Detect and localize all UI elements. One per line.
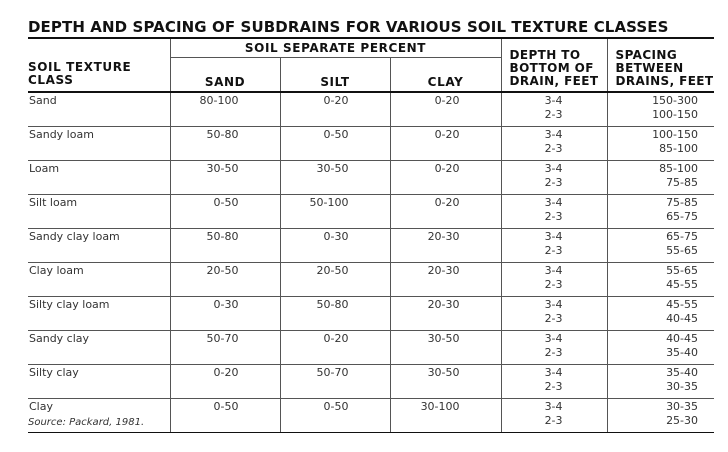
spacing-cell-value: 100-150 xyxy=(652,108,699,121)
spacing-cell-value: 45-55 xyxy=(666,298,699,311)
header-soil-separate-percent: SOIL SEPARATE PERCENT xyxy=(170,38,501,58)
spacing-cell xyxy=(607,229,714,263)
spacing-cell-value: 85-100 xyxy=(659,142,699,155)
depth-cell xyxy=(501,399,607,433)
table-row xyxy=(28,195,714,229)
table-row xyxy=(28,229,714,263)
spacing-cell xyxy=(607,263,714,297)
spacing-cell-value: 75-85 xyxy=(666,196,699,209)
depth-cell-value: 2-3 xyxy=(544,142,563,155)
spacing-cell-value: 45-55 xyxy=(666,278,699,291)
depth-cell xyxy=(501,92,607,127)
soil-class-cell: Sandy clay xyxy=(28,331,170,365)
sand-cell: 50-70 xyxy=(170,331,280,365)
clay-cell: 20-30 xyxy=(390,229,501,263)
clay-cell: 20-30 xyxy=(390,297,501,331)
table-row xyxy=(28,365,714,399)
depth-cell-value: 3-4 xyxy=(544,366,563,379)
table-row xyxy=(28,331,714,365)
header-sand: SAND xyxy=(170,58,280,93)
depth-cell-value: 2-3 xyxy=(544,312,563,325)
depth-cell-value: 3-4 xyxy=(544,400,563,413)
depth-cell xyxy=(501,297,607,331)
depth-cell-value: 3-4 xyxy=(544,128,563,141)
depth-cell-value: 2-3 xyxy=(544,380,563,393)
depth-cell xyxy=(501,161,607,195)
depth-cell-value: 2-3 xyxy=(544,210,563,223)
depth-cell xyxy=(501,331,607,365)
spacing-cell-value: 35-40 xyxy=(666,366,699,379)
depth-cell-value: 2-3 xyxy=(544,414,563,427)
sand-cell: 0-50 xyxy=(170,195,280,229)
spacing-cell-value: 75-85 xyxy=(666,176,699,189)
sand-cell: 50-80 xyxy=(170,229,280,263)
spacing-cell-value: 30-35 xyxy=(666,400,699,413)
table-row xyxy=(28,127,714,161)
sand-cell: 30-50 xyxy=(170,161,280,195)
spacing-cell-value: 55-65 xyxy=(666,264,699,277)
soil-class-cell: Sandy clay loam xyxy=(28,229,170,263)
silt-cell: 0-20 xyxy=(280,331,390,365)
silt-cell: 0-30 xyxy=(280,229,390,263)
header-soil-texture-class: SOIL TEXTURE CLASS xyxy=(28,38,170,92)
header-clay: CLAY xyxy=(390,58,501,93)
depth-cell-value: 3-4 xyxy=(544,264,563,277)
header-spacing: SPACING BETWEEN DRAINS, FEET xyxy=(607,38,714,92)
soil-class-cell: Silt loam xyxy=(28,195,170,229)
spacing-cell xyxy=(607,161,714,195)
spacing-cell xyxy=(607,331,714,365)
sand-cell: 80-100 xyxy=(170,92,280,127)
spacing-cell-value: 30-35 xyxy=(666,380,699,393)
clay-cell: 0-20 xyxy=(390,92,501,127)
depth-cell-value: 3-4 xyxy=(544,298,563,311)
header-silt: SILT xyxy=(280,58,390,93)
silt-cell: 0-50 xyxy=(280,127,390,161)
soil-class-cell: Clay xyxy=(28,399,170,433)
sand-cell: 50-80 xyxy=(170,127,280,161)
spacing-cell-value: 65-75 xyxy=(666,210,699,223)
soil-class-cell: Silty clay xyxy=(28,365,170,399)
depth-cell-value: 3-4 xyxy=(544,230,563,243)
soil-class-cell: Sand xyxy=(28,92,170,127)
table-title: DEPTH AND SPACING OF SUBDRAINS FOR VARIOUS SOIL TEXTURE CLASSES xyxy=(28,18,669,36)
sand-cell: 0-30 xyxy=(170,297,280,331)
clay-cell: 30-50 xyxy=(390,331,501,365)
depth-cell-value: 2-3 xyxy=(544,346,563,359)
sand-cell: 20-50 xyxy=(170,263,280,297)
depth-cell-value: 3-4 xyxy=(544,162,563,175)
sand-cell: 0-50 xyxy=(170,399,280,433)
silt-cell: 20-50 xyxy=(280,263,390,297)
sand-cell: 0-20 xyxy=(170,365,280,399)
spacing-cell xyxy=(607,297,714,331)
spacing-cell-value: 100-150 xyxy=(652,128,699,141)
subdrain-table xyxy=(28,37,714,433)
depth-cell-value: 2-3 xyxy=(544,244,563,257)
depth-cell-value: 3-4 xyxy=(544,196,563,209)
table-row xyxy=(28,92,714,127)
source-note: Source: Packard, 1981. xyxy=(28,417,145,428)
spacing-cell xyxy=(607,399,714,433)
depth-cell-value: 2-3 xyxy=(544,108,563,121)
spacing-cell-value: 35-40 xyxy=(666,346,699,359)
silt-cell: 0-50 xyxy=(280,399,390,433)
depth-cell-value: 2-3 xyxy=(544,278,563,291)
soil-class-cell: Clay loam xyxy=(28,263,170,297)
spacing-cell-value: 85-100 xyxy=(659,162,699,175)
soil-class-cell: Loam xyxy=(28,161,170,195)
spacing-cell-value: 40-45 xyxy=(666,332,699,345)
clay-cell: 0-20 xyxy=(390,161,501,195)
spacing-cell xyxy=(607,365,714,399)
depth-cell xyxy=(501,365,607,399)
depth-cell xyxy=(501,229,607,263)
silt-cell: 50-100 xyxy=(280,195,390,229)
spacing-cell-value: 40-45 xyxy=(666,312,699,325)
spacing-cell xyxy=(607,92,714,127)
clay-cell: 0-20 xyxy=(390,195,501,229)
spacing-cell-value: 55-65 xyxy=(666,244,699,257)
header-depth: DEPTH TO BOTTOM OF DRAIN, FEET xyxy=(501,38,607,92)
depth-cell-value: 3-4 xyxy=(544,94,563,107)
silt-cell: 0-20 xyxy=(280,92,390,127)
depth-cell xyxy=(501,263,607,297)
spacing-cell-value: 65-75 xyxy=(666,230,699,243)
soil-class-cell: Sandy loam xyxy=(28,127,170,161)
clay-cell: 30-100 xyxy=(390,399,501,433)
spacing-cell xyxy=(607,127,714,161)
table-row xyxy=(28,161,714,195)
clay-cell: 0-20 xyxy=(390,127,501,161)
spacing-cell-value: 25-30 xyxy=(666,414,699,427)
table-row xyxy=(28,263,714,297)
silt-cell: 50-70 xyxy=(280,365,390,399)
table-row xyxy=(28,297,714,331)
silt-cell: 30-50 xyxy=(280,161,390,195)
clay-cell: 20-30 xyxy=(390,263,501,297)
silt-cell: 50-80 xyxy=(280,297,390,331)
clay-cell: 30-50 xyxy=(390,365,501,399)
spacing-cell xyxy=(607,195,714,229)
depth-cell-value: 2-3 xyxy=(544,176,563,189)
depth-cell xyxy=(501,195,607,229)
soil-class-cell: Silty clay loam xyxy=(28,297,170,331)
depth-cell xyxy=(501,127,607,161)
spacing-cell-value: 150-300 xyxy=(652,94,699,107)
depth-cell-value: 3-4 xyxy=(544,332,563,345)
